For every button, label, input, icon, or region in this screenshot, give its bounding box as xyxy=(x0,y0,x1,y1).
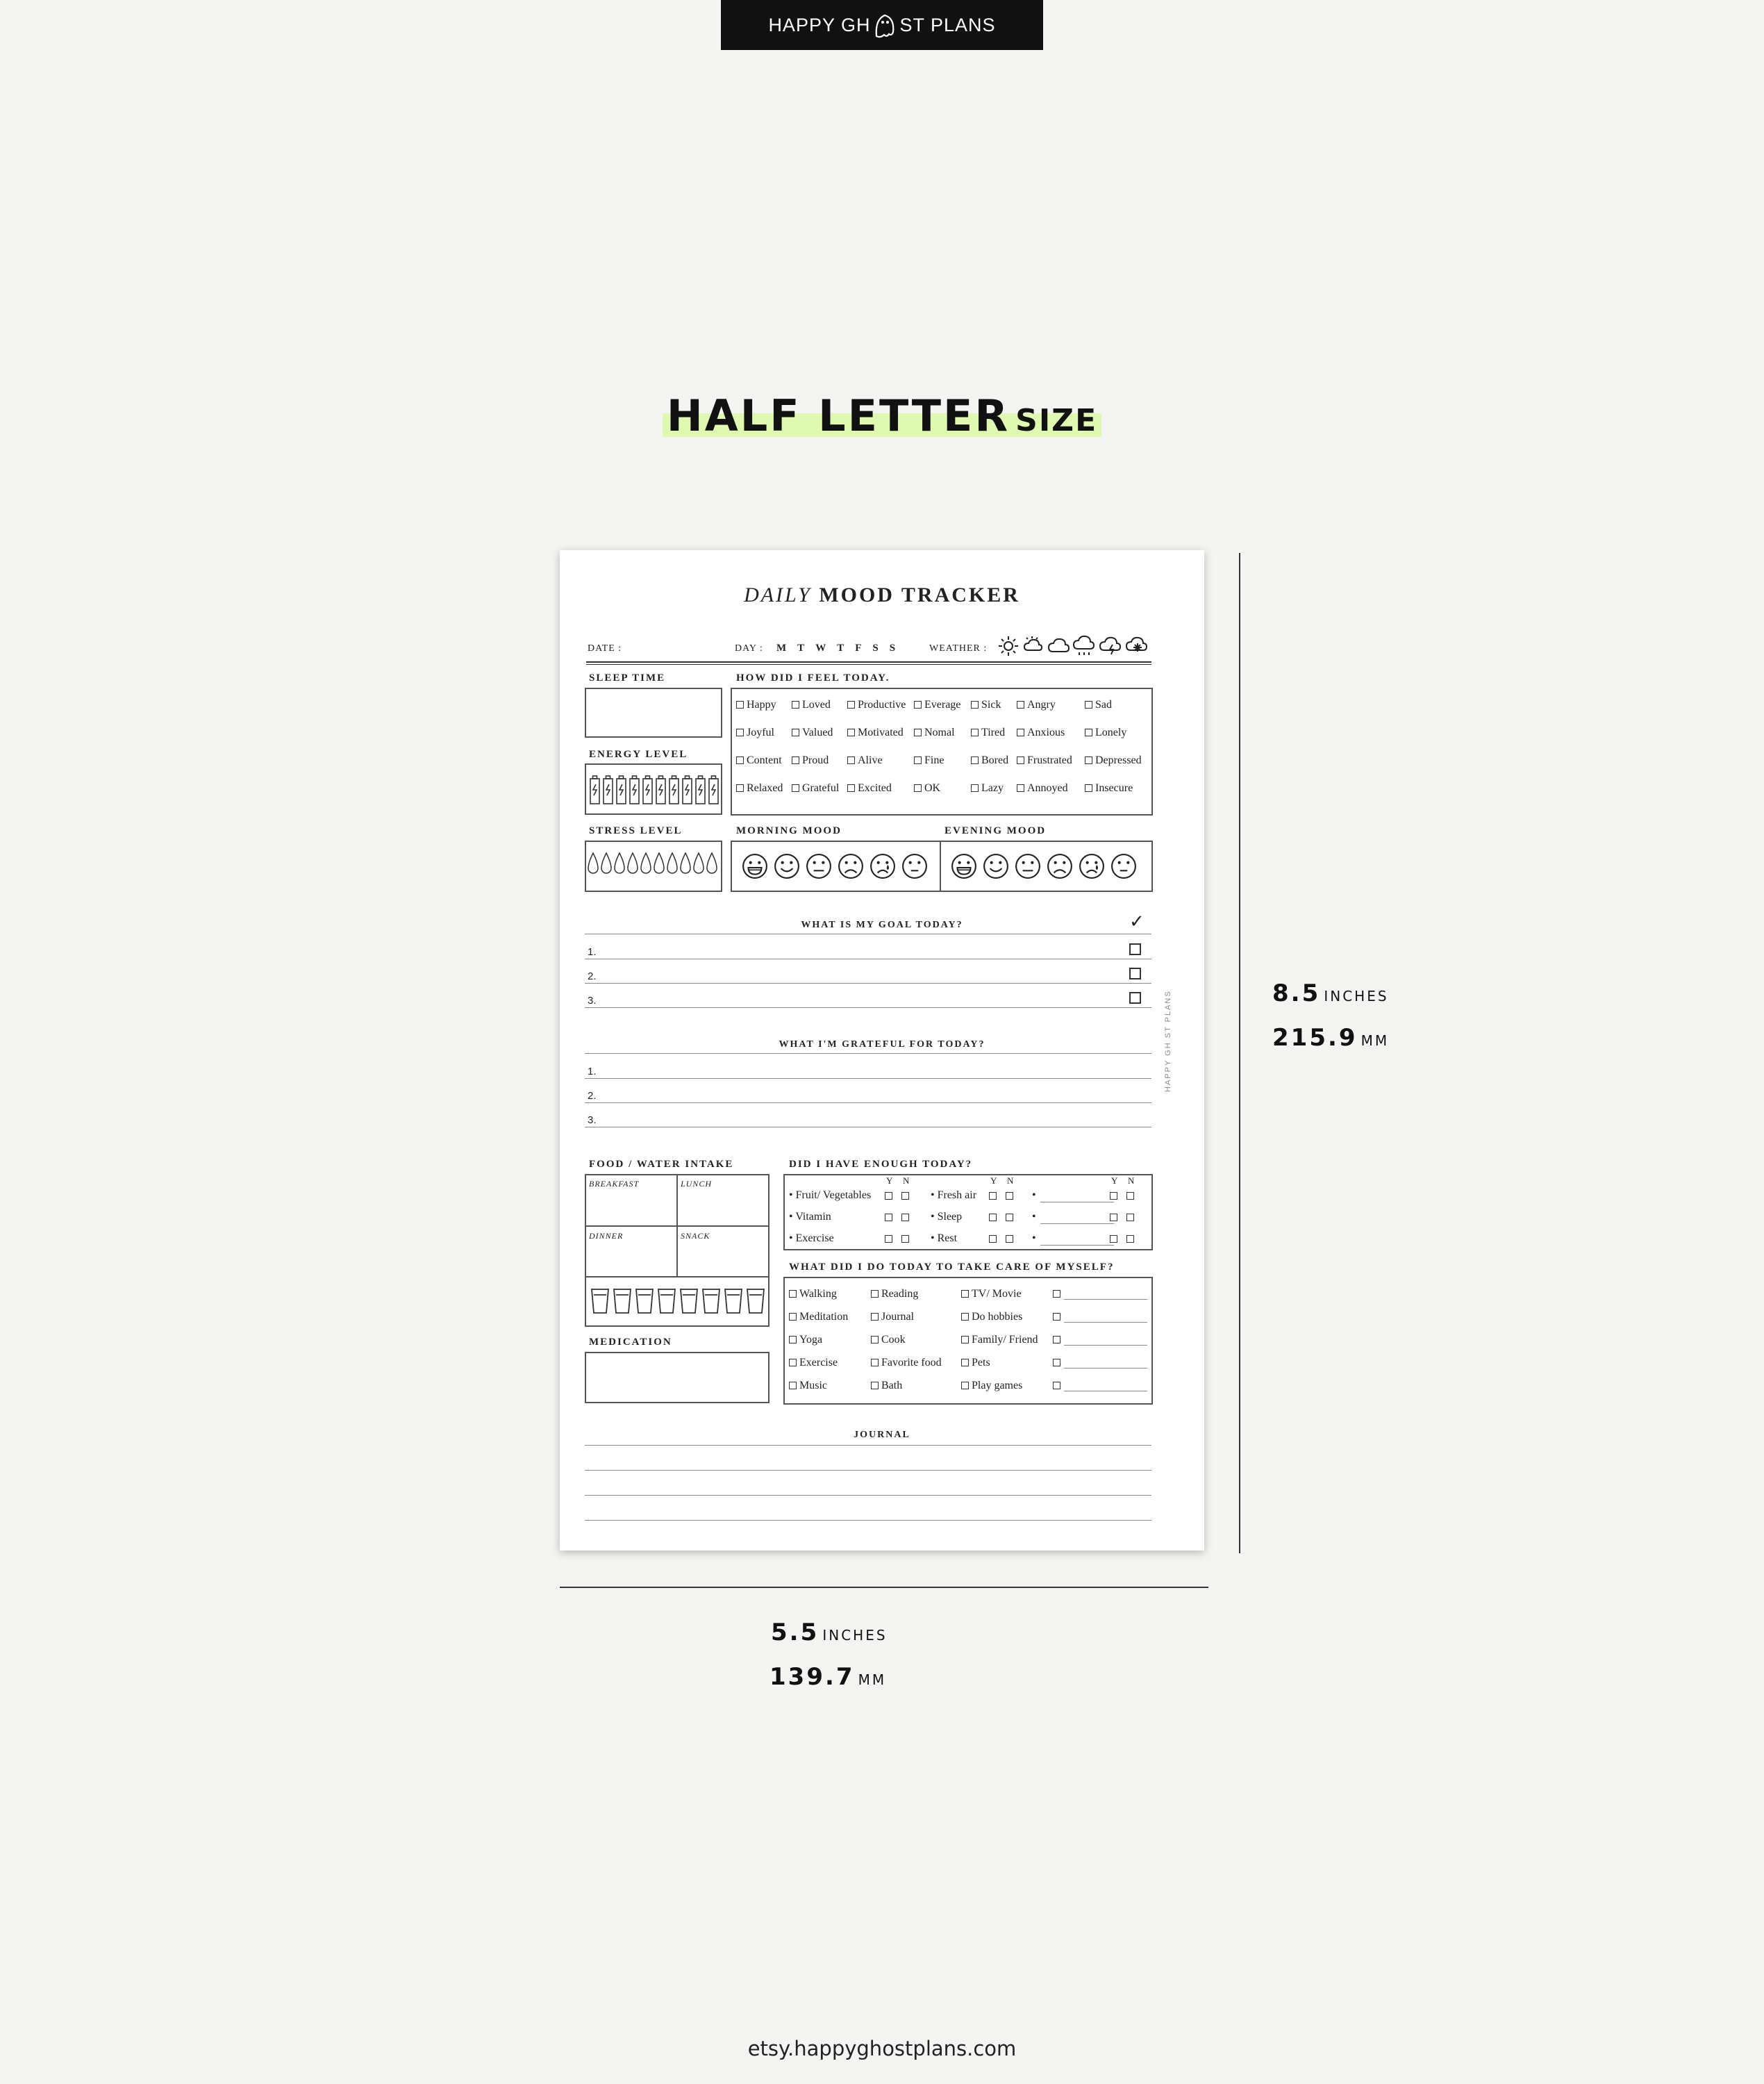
width-mm-value: 139.7 xyxy=(769,1663,855,1691)
selfcare-option[interactable] xyxy=(789,1311,848,1323)
day-label: DAY : xyxy=(735,643,763,654)
checkbox[interactable] xyxy=(971,701,979,709)
checkbox[interactable] xyxy=(1085,701,1092,709)
selfcare-label: Exercise xyxy=(799,1357,838,1368)
write-line[interactable] xyxy=(585,1102,1151,1103)
no-header: N xyxy=(1128,1175,1135,1186)
checkbox[interactable] xyxy=(914,784,922,792)
mood-divider xyxy=(940,841,941,892)
breakfast-label: BREAKFAST xyxy=(589,1179,640,1189)
weather-icons xyxy=(999,634,1153,659)
size-heading xyxy=(0,390,1764,441)
list-number: 3. xyxy=(588,1114,597,1126)
checkbox[interactable] xyxy=(961,1290,969,1298)
width-mm-unit: mm xyxy=(858,1667,887,1689)
feeling-label: Tired xyxy=(981,727,1006,738)
checkbox[interactable] xyxy=(1017,756,1024,764)
enough-box xyxy=(783,1174,1153,1250)
feeling-label: Frustrated xyxy=(1027,754,1072,766)
feeling-label: Proud xyxy=(802,754,829,766)
ghost-icon xyxy=(874,11,897,39)
no-checkbox[interactable] xyxy=(901,1214,909,1221)
write-line[interactable] xyxy=(585,1078,1151,1079)
food-water-label: FOOD / WATER INTAKE xyxy=(589,1159,734,1170)
checkbox[interactable] xyxy=(1085,784,1092,792)
checkbox[interactable] xyxy=(792,784,799,792)
feeling-option[interactable] xyxy=(1017,727,1065,739)
feeling-option[interactable] xyxy=(1017,699,1056,711)
enough-item: • xyxy=(1032,1211,1036,1223)
journal-label: JOURNAL xyxy=(854,1430,910,1440)
feeling-label: Valued xyxy=(802,727,833,738)
selfcare-label: Cook xyxy=(881,1334,906,1346)
custom-checkbox[interactable] xyxy=(1053,1336,1060,1343)
breakfast-field[interactable] xyxy=(588,1191,672,1223)
feeling-option[interactable] xyxy=(792,754,829,767)
selfcare-option[interactable] xyxy=(961,1380,1022,1392)
medication-label: MEDICATION xyxy=(589,1337,672,1348)
checkbox[interactable] xyxy=(971,756,979,764)
yes-checkbox[interactable] xyxy=(885,1214,892,1221)
day-option[interactable]: F xyxy=(855,643,862,654)
meh-face-icon[interactable] xyxy=(901,853,928,883)
checkbox[interactable] xyxy=(871,1336,879,1343)
snack-field[interactable] xyxy=(679,1242,767,1274)
feeling-label: Fine xyxy=(924,754,945,766)
feeling-option[interactable] xyxy=(847,782,892,795)
selfcare-option[interactable] xyxy=(789,1357,838,1369)
brand-logo xyxy=(721,0,1043,50)
feeling-label: Angry xyxy=(1027,699,1056,711)
neutral-face-icon[interactable] xyxy=(1015,853,1041,883)
selfcare-label: Walking xyxy=(799,1288,837,1300)
feeling-label: Productive xyxy=(858,699,906,711)
feeling-option[interactable] xyxy=(736,727,774,739)
yes-checkbox[interactable] xyxy=(885,1192,892,1200)
no-header: N xyxy=(1007,1175,1014,1186)
energy-level-label: ENERGY LEVEL xyxy=(589,749,688,760)
journal-line-3[interactable] xyxy=(585,1495,1151,1496)
write-line[interactable] xyxy=(585,1007,1151,1008)
width-dimension-line xyxy=(560,1587,1208,1588)
checkbox[interactable] xyxy=(789,1313,797,1321)
feeling-option[interactable] xyxy=(1085,727,1126,739)
enough-item: • xyxy=(1032,1232,1036,1244)
feeling-label: Sick xyxy=(981,699,1001,711)
feeling-option[interactable] xyxy=(1017,782,1068,795)
feeling-option[interactable] xyxy=(1085,754,1142,767)
sheet-title xyxy=(560,584,1204,607)
checkbox[interactable] xyxy=(789,1336,797,1343)
checkbox[interactable] xyxy=(789,1359,797,1366)
feeling-label: Depressed xyxy=(1095,754,1142,766)
no-checkbox[interactable] xyxy=(1126,1214,1134,1221)
brand-text-left: HAPPY GH xyxy=(768,14,871,35)
yes-checkbox[interactable] xyxy=(885,1235,892,1243)
stress-level-label: STRESS LEVEL xyxy=(589,825,683,836)
list-number: 1. xyxy=(588,946,597,958)
heading-main: HALF LETTER xyxy=(666,390,1010,441)
feeling-option[interactable] xyxy=(914,727,955,739)
selfcare-option[interactable] xyxy=(789,1380,827,1392)
header-rule xyxy=(586,661,1151,663)
feeling-option[interactable] xyxy=(914,782,940,795)
feeling-label: Anxious xyxy=(1027,727,1065,738)
height-mm-unit: mm xyxy=(1361,1027,1390,1050)
yes-checkbox[interactable] xyxy=(989,1214,997,1221)
lunch-label: LUNCH xyxy=(681,1179,713,1189)
grateful-label: WHAT I'M GRATEFUL FOR TODAY? xyxy=(779,1039,985,1050)
energy-level-box[interactable] xyxy=(585,763,722,815)
checkbox[interactable] xyxy=(914,729,922,736)
food-divider-h2 xyxy=(585,1276,769,1277)
selfcare-option[interactable] xyxy=(961,1311,1022,1323)
laughing-face-icon[interactable] xyxy=(742,853,768,883)
feeling-label: Grateful xyxy=(802,782,840,794)
snow-icon xyxy=(1126,638,1147,652)
selfcare-label: Pets xyxy=(972,1357,990,1368)
feeling-option[interactable] xyxy=(971,754,1008,767)
selfcare-label: Reading xyxy=(881,1288,919,1300)
checkbox[interactable] xyxy=(736,729,744,736)
evening-mood-label: EVENING MOOD xyxy=(945,825,1047,836)
yes-checkbox[interactable] xyxy=(1110,1235,1117,1243)
enough-item: • Rest xyxy=(931,1232,958,1244)
journal-line-1[interactable] xyxy=(585,1445,1151,1446)
selfcare-option[interactable] xyxy=(871,1311,914,1323)
day-option[interactable]: W xyxy=(815,643,826,654)
width-mm xyxy=(769,1663,886,1691)
enough-item: • xyxy=(1032,1189,1036,1201)
mood-tracker-sheet xyxy=(560,550,1204,1550)
custom-checkbox[interactable] xyxy=(1053,1313,1060,1321)
yes-header: Y xyxy=(990,1175,997,1186)
feeling-label: Lonely xyxy=(1095,727,1127,738)
footer-url[interactable]: etsy.happyghostplans.com xyxy=(747,2037,1017,2060)
feeling-label: Everage xyxy=(924,699,961,711)
checkbox[interactable] xyxy=(792,756,799,764)
yes-checkbox[interactable] xyxy=(989,1192,997,1200)
enough-item: • Vitamin xyxy=(789,1211,831,1223)
selfcare-label: WHAT DID I DO TODAY TO TAKE CARE OF MYSELF? xyxy=(789,1262,1115,1273)
day-option[interactable]: T xyxy=(797,643,805,654)
selfcare-label: Meditation xyxy=(799,1311,849,1323)
feeling-label: Joyful xyxy=(747,727,774,738)
selfcare-option[interactable] xyxy=(789,1288,837,1300)
feeling-option[interactable] xyxy=(847,699,906,711)
custom-item-line[interactable] xyxy=(1040,1245,1114,1246)
journal-line-4[interactable] xyxy=(585,1520,1151,1521)
goal-label: WHAT IS MY GOAL TODAY? xyxy=(801,920,963,930)
feeling-label: Relaxed xyxy=(747,782,783,794)
feeling-option[interactable] xyxy=(847,727,904,739)
selfcare-label: Bath xyxy=(881,1380,903,1391)
custom-selfcare-line[interactable] xyxy=(1064,1345,1147,1346)
checkbox[interactable] xyxy=(971,729,979,736)
checkbox[interactable] xyxy=(914,701,922,709)
feeling-label: Annoyed xyxy=(1027,782,1068,794)
storm-icon xyxy=(1100,638,1120,654)
selfcare-option[interactable] xyxy=(961,1357,990,1369)
heading-suffix: SIZE xyxy=(1015,403,1098,438)
morning-mood-label: MORNING MOOD xyxy=(736,825,842,836)
yes-checkbox[interactable] xyxy=(1110,1214,1117,1221)
no-checkbox[interactable] xyxy=(1126,1192,1134,1200)
height-mm-value: 215.9 xyxy=(1272,1024,1358,1052)
selfcare-option[interactable] xyxy=(961,1334,1038,1346)
no-checkbox[interactable] xyxy=(1006,1235,1013,1243)
sleep-time-label: SLEEP TIME xyxy=(589,672,666,684)
selfcare-label: Yoga xyxy=(799,1334,823,1346)
battery-icons xyxy=(586,765,721,813)
feeling-option[interactable] xyxy=(914,754,944,767)
yes-checkbox[interactable] xyxy=(989,1235,997,1243)
day-option[interactable]: T xyxy=(837,643,844,654)
checkbox[interactable] xyxy=(1017,784,1024,792)
checkbox[interactable] xyxy=(736,701,744,709)
feeling-label: OK xyxy=(924,782,941,794)
checkbox[interactable] xyxy=(961,1359,969,1366)
goal-checkbox[interactable] xyxy=(1129,992,1141,1004)
day-option[interactable]: S xyxy=(889,643,896,654)
feeling-option[interactable] xyxy=(736,754,782,767)
checkbox[interactable] xyxy=(961,1336,969,1343)
feeling-option[interactable] xyxy=(1085,699,1112,711)
header-rule-thin xyxy=(586,664,1151,665)
dinner-label: DINNER xyxy=(589,1231,624,1241)
meh-face-icon[interactable] xyxy=(1110,853,1137,883)
no-checkbox[interactable] xyxy=(901,1192,909,1200)
list-number: 3. xyxy=(588,995,597,1007)
checkbox[interactable] xyxy=(1017,701,1024,709)
selfcare-option[interactable] xyxy=(871,1288,918,1300)
checkbox[interactable] xyxy=(792,701,799,709)
feeling-label: Nomal xyxy=(924,727,955,738)
feel-label: HOW DID I FEEL TODAY. xyxy=(736,672,890,684)
custom-selfcare-line[interactable] xyxy=(1064,1322,1147,1323)
height-dimension-line xyxy=(1239,553,1240,1553)
selfcare-label: Journal xyxy=(881,1311,915,1323)
goal-checkbox[interactable] xyxy=(1129,968,1141,979)
feeling-option[interactable] xyxy=(971,782,1004,795)
crying-face-icon[interactable] xyxy=(1079,853,1105,883)
checkbox[interactable] xyxy=(789,1382,797,1389)
height-mm xyxy=(1272,1024,1389,1052)
enough-item: • Exercise xyxy=(789,1232,834,1244)
no-checkbox[interactable] xyxy=(901,1235,909,1243)
checkbox[interactable] xyxy=(789,1290,797,1298)
checkbox[interactable] xyxy=(1085,729,1092,736)
selfcare-label: Play games xyxy=(972,1380,1023,1391)
title-bold: MOOD TRACKER xyxy=(819,584,1020,606)
selfcare-option[interactable] xyxy=(871,1357,942,1369)
sad-face-icon[interactable] xyxy=(838,853,864,883)
feeling-option[interactable] xyxy=(736,699,776,711)
selfcare-label: TV/ Movie xyxy=(972,1288,1022,1300)
medication-box[interactable] xyxy=(585,1352,769,1403)
rain-icon xyxy=(1074,636,1094,655)
width-inches-unit: inches xyxy=(822,1622,888,1645)
selfcare-option[interactable] xyxy=(961,1288,1022,1300)
custom-checkbox[interactable] xyxy=(1053,1359,1060,1366)
laughing-face-icon[interactable] xyxy=(951,853,977,883)
sleep-time-box[interactable] xyxy=(585,688,722,738)
custom-selfcare-line[interactable] xyxy=(1064,1299,1147,1300)
sad-face-icon[interactable] xyxy=(1047,853,1073,883)
custom-checkbox[interactable] xyxy=(1053,1382,1060,1389)
yes-header: Y xyxy=(1111,1175,1118,1186)
snack-label: SNACK xyxy=(681,1231,710,1241)
no-checkbox[interactable] xyxy=(1006,1214,1013,1221)
yes-checkbox[interactable] xyxy=(1110,1192,1117,1200)
stress-level-box[interactable] xyxy=(585,841,722,892)
custom-item-line[interactable] xyxy=(1040,1223,1114,1224)
height-inches-value: 8.5 xyxy=(1272,979,1321,1007)
smiling-face-icon[interactable] xyxy=(983,853,1009,883)
dinner-field[interactable] xyxy=(588,1242,672,1274)
feeling-option[interactable] xyxy=(1085,782,1133,795)
no-checkbox[interactable] xyxy=(1126,1235,1134,1243)
feeling-option[interactable] xyxy=(792,782,839,795)
write-line[interactable] xyxy=(585,983,1151,984)
selfcare-label: Music xyxy=(799,1380,827,1391)
list-number: 1. xyxy=(588,1066,597,1077)
feeling-label: Sad xyxy=(1095,699,1112,711)
day-option[interactable]: M xyxy=(776,643,787,654)
enough-label: DID I HAVE ENOUGH TODAY? xyxy=(789,1159,973,1170)
feeling-option[interactable] xyxy=(792,699,831,711)
feeling-option[interactable] xyxy=(792,727,833,739)
width-inches xyxy=(771,1619,888,1646)
no-checkbox[interactable] xyxy=(1006,1192,1013,1200)
checkbox[interactable] xyxy=(971,784,979,792)
smiling-face-icon[interactable] xyxy=(774,853,800,883)
checkbox[interactable] xyxy=(871,1290,879,1298)
enough-item: • Sleep xyxy=(931,1211,963,1223)
feeling-option[interactable] xyxy=(1017,754,1072,767)
yes-header: Y xyxy=(886,1175,893,1186)
custom-checkbox[interactable] xyxy=(1053,1290,1060,1298)
checkbox[interactable] xyxy=(792,729,799,736)
day-picker xyxy=(776,643,906,654)
selfcare-label: Favorite food xyxy=(881,1357,942,1368)
checkbox[interactable] xyxy=(871,1359,879,1366)
width-inches-value: 5.5 xyxy=(771,1619,819,1646)
brand-text-right: ST PLANS xyxy=(899,14,996,35)
selfcare-label: Do hobbies xyxy=(972,1311,1023,1323)
checkbox[interactable] xyxy=(961,1313,969,1321)
no-header: N xyxy=(903,1175,910,1186)
feeling-label: Happy xyxy=(747,699,776,711)
feeling-label: Content xyxy=(747,754,782,766)
selfcare-label: Family/ Friend xyxy=(972,1334,1038,1346)
cloud-icon xyxy=(1049,639,1069,652)
list-number: 2. xyxy=(588,1090,597,1102)
title-italic: DAILY xyxy=(744,584,812,606)
list-number: 2. xyxy=(588,970,597,982)
selfcare-option[interactable] xyxy=(871,1334,906,1346)
weather-label: WEATHER : xyxy=(929,643,988,654)
checkbox[interactable] xyxy=(847,756,855,764)
feeling-option[interactable] xyxy=(971,699,1001,711)
feeling-label: Motivated xyxy=(858,727,904,738)
checkbox[interactable] xyxy=(1085,756,1092,764)
neutral-face-icon[interactable] xyxy=(806,853,832,883)
checkbox[interactable] xyxy=(847,729,855,736)
feeling-option[interactable] xyxy=(736,782,783,795)
grateful-rule xyxy=(585,1053,1151,1054)
sun-icon xyxy=(999,636,1018,656)
lunch-field[interactable] xyxy=(679,1191,767,1223)
feeling-label: Lazy xyxy=(981,782,1004,794)
checkbox[interactable] xyxy=(961,1382,969,1389)
enough-item: • Fruit/ Vegetables xyxy=(789,1189,872,1201)
feeling-option[interactable] xyxy=(971,727,1005,739)
feeling-label: Alive xyxy=(858,754,883,766)
checkbox[interactable] xyxy=(914,756,922,764)
selfcare-option[interactable] xyxy=(871,1380,902,1392)
partly-cloudy-icon xyxy=(1024,636,1042,650)
feeling-label: Loved xyxy=(802,699,831,711)
feeling-label: Insecure xyxy=(1095,782,1133,794)
side-brand: HAPPY GH ST PLANS xyxy=(1164,990,1172,1092)
enough-item: • Fresh air xyxy=(931,1189,977,1201)
goal-checkbox[interactable] xyxy=(1129,943,1141,955)
food-divider-h1 xyxy=(585,1225,769,1227)
goal-check-icon: ✓ xyxy=(1129,911,1145,932)
checkbox[interactable] xyxy=(847,701,855,709)
feeling-label: Bored xyxy=(981,754,1009,766)
checkbox[interactable] xyxy=(1017,729,1024,736)
selfcare-option[interactable] xyxy=(789,1334,822,1346)
stress-drop-icons xyxy=(586,842,721,891)
checkbox[interactable] xyxy=(871,1313,879,1321)
water-glass-icons[interactable] xyxy=(589,1284,767,1318)
height-inches xyxy=(1272,979,1389,1007)
feeling-label: Excited xyxy=(858,782,892,794)
checkbox[interactable] xyxy=(736,784,744,792)
height-inches-unit: inches xyxy=(1324,983,1389,1006)
journal-line-2[interactable] xyxy=(585,1470,1151,1471)
checkbox[interactable] xyxy=(847,784,855,792)
feeling-option[interactable] xyxy=(847,754,883,767)
checkbox[interactable] xyxy=(736,756,744,764)
day-option[interactable]: S xyxy=(872,643,879,654)
date-label: DATE : xyxy=(588,643,622,654)
feeling-option[interactable] xyxy=(914,699,960,711)
crying-face-icon[interactable] xyxy=(869,853,896,883)
checkbox[interactable] xyxy=(871,1382,879,1389)
